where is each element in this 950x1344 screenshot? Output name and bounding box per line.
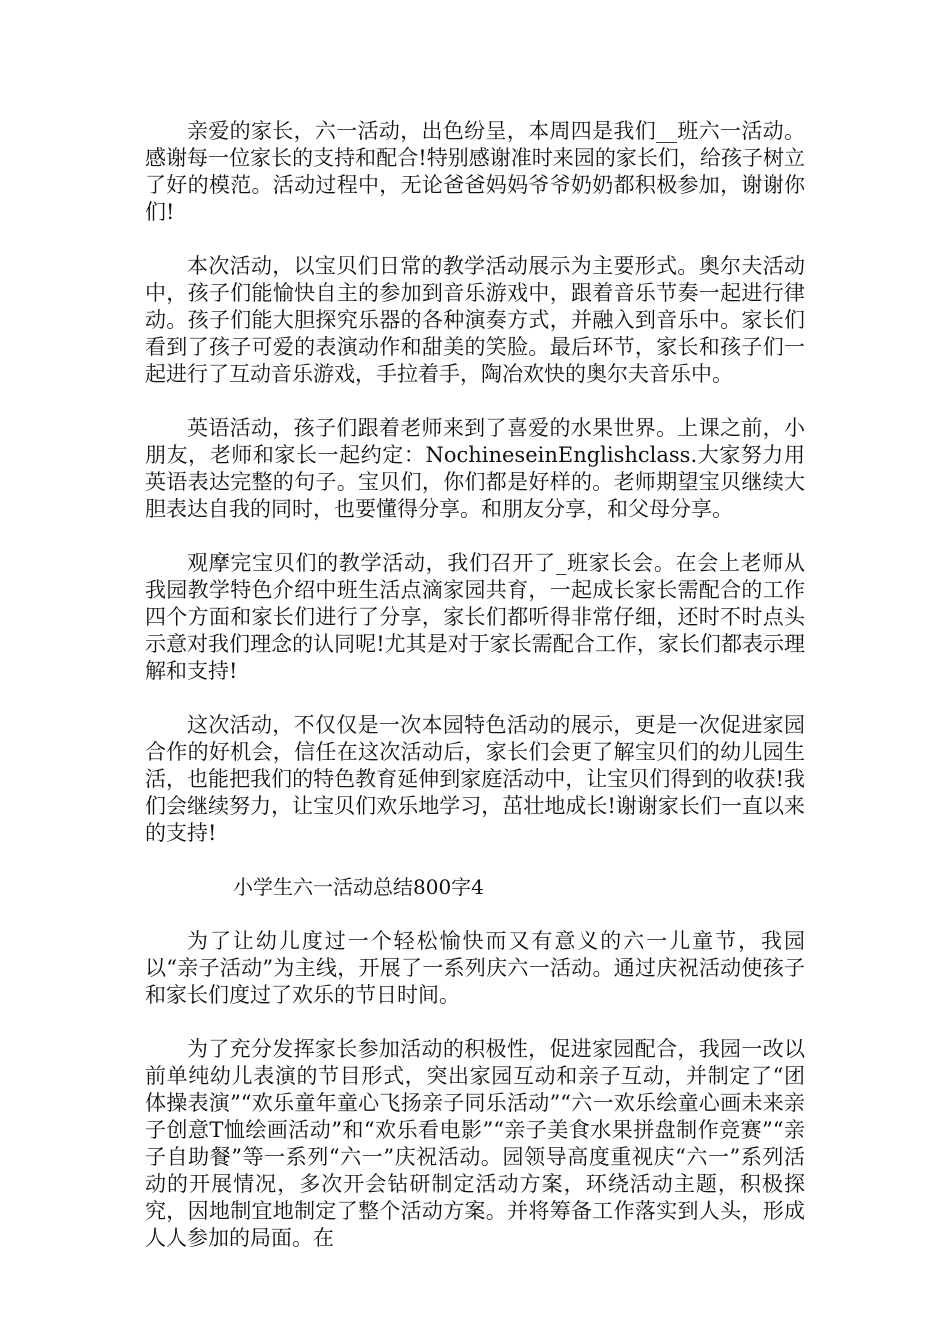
paragraph-parent-thanks: 亲爱的家长，六一活动，出色纷呈，本周四是我们__班六一活动。感谢每一位家长的支持和配合!特别感谢准时来园的家长们，给孩子树立了好的模范。活动过程中，无论爸爸妈妈爷爷奶奶都积极参加，谢谢你们! — [145, 119, 805, 224]
paragraph-orff-activity: 本次活动，以宝贝们日常的教学活动展示为主要形式。奥尔夫活动中，孩子们能愉快自主的参加到音乐游戏中，跟着音乐节奏一起进行律动。孩子们能大胆探究乐器的各种演奏方式，并融入到音乐中。家长们看到了孩子可爱的表演动作和甜美的笑脸。最后环节，家长和孩子们一起进行了互动音乐游戏，手拉着手，陶冶欢快的奥尔夫音乐中。 — [145, 254, 805, 386]
paragraph-parent-meeting: 观摩完宝贝们的教学活动，我们召开了_班家长会。在会上老师从我园教学特色介绍中班生活点滴家园共育，一起成长家长需配合的工作四个方面和家长们进行了分享，家长们都听得非常仔细，还时不时点头示意对我们理念的认同呢!尤其是对于家长需配合工作，家长们都表示理解和支持! — [145, 551, 805, 683]
paragraph-parent-participation: 为了充分发挥家长参加活动的积极性，促进家园配合，我园一改以前单纯幼儿表演的节目形式，突出家园互动和亲子互动，并制定了“团体操表演”“欢乐童年童心飞扬亲子同乐活动”“六一欢乐绘童心画未来亲子创意T恤绘画活动”和“欢乐看电影”“亲子美食水果拼盘制作竞赛”“亲子自助餐”等一系列“六一”庆祝活动。园领导高度重视庆“六一”系列活动的开展情况，多次开会钻研制定活动方案，环绕活动主题，积极探究，因地制宜地制定了整个活动方案。并将筹备工作落实到人头，形成人人参加的局面。在 — [145, 1037, 805, 1250]
paragraph-activity-summary: 这次活动，不仅仅是一次本园特色活动的展示，更是一次促进家园合作的好机会，信任在这次活动后，家长们会更了解宝贝们的幼儿园生活，也能把我们的特色教育延伸到家庭活动中，让宝贝们得到的收获!我们会继续努力，让宝贝们欢乐地学习，茁壮地成长!谢谢家长们一直以来的支持! — [145, 713, 805, 845]
paragraph-english-activity: 英语活动，孩子们跟着老师来到了喜爱的水果世界。上课之前，小朋友，老师和家长一起约定：NochineseinEnglishclass.大家努力用英语表达完整的句子。宝贝们，你们都是好样的。老师期望宝贝继续大胆表达自我的同时，也要懂得分享。和朋友分享，和父母分享。 — [145, 416, 805, 521]
paragraph-childrens-day-intro: 为了让幼儿度过一个轻松愉快而又有意义的六一儿童节，我园以“亲子活动”为主线，开展了一系列庆六一活动。通过庆祝活动使孩子和家长们度过了欢乐的节日时间。 — [145, 929, 805, 1007]
section-heading: 小学生六一活动总结800字4 — [233, 875, 484, 899]
document-body — [145, 118, 805, 1252]
